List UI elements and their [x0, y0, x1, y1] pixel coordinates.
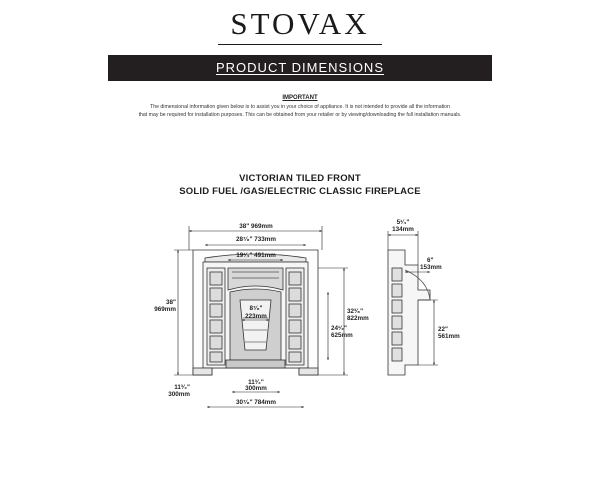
important-line-2: that may be required for installation purposes. This can be obtained from your retailer or by viewing/downloading the full installation manuals. — [138, 112, 462, 118]
banner-title: PRODUCT DIMENSIONS — [216, 60, 384, 75]
inner-height-inches-label: 24¹⁄₂" — [331, 325, 347, 332]
inner-height-mm-label: 625mm — [331, 332, 353, 339]
hood-width-label: 28⁷⁄₈" 733mm — [235, 236, 277, 243]
side-height-inches-label: 22" — [438, 326, 448, 333]
brand-logo: STOVAX — [230, 6, 370, 41]
important-heading: IMPORTANT — [282, 95, 318, 101]
important-line-1: The dimensional information given below is to assist you in your choice of appliance. It is not intended to provide all the information — [150, 104, 450, 110]
base-opening-inches-label: 11³⁄₄" — [248, 379, 264, 386]
opening-width-label: 19¹⁄₄" 491mm — [236, 252, 276, 259]
depth-inches-label: 5¹⁄₄" — [396, 219, 410, 226]
base-opening-mm-label: 300mm — [245, 385, 267, 392]
product-title-line-1: VICTORIAN TILED FRONT — [239, 173, 361, 184]
fire-width-inches-label: 8⁷⁄₈" — [249, 305, 263, 312]
depth-mm-label: 134mm — [392, 226, 414, 233]
leg-height-mm-label: 300mm — [168, 391, 190, 398]
base-width-label: 30⁷⁄₈" 784mm — [235, 399, 277, 406]
tiled-height-inches-label: 32³⁄₈" — [347, 308, 364, 315]
overall-width-label: 38" 969mm — [239, 223, 273, 230]
height-inches-label: 38" — [166, 299, 176, 306]
product-title-line-2: SOLID FUEL /GAS/ELECTRIC CLASSIC FIREPLACE — [179, 186, 421, 197]
plinth — [226, 360, 285, 368]
tiled-height-mm-label: 822mm — [347, 315, 369, 322]
height-mm-label: 969mm — [154, 306, 176, 313]
hood-depth-mm-label: 153mm — [420, 264, 442, 271]
side-height-mm-label: 561mm — [438, 333, 460, 340]
fire-width-mm-label: 223mm — [245, 313, 267, 320]
leg-height-inches-label: 11³⁄₄" — [174, 384, 190, 391]
hood-depth-inches-label: 6" — [427, 257, 434, 264]
